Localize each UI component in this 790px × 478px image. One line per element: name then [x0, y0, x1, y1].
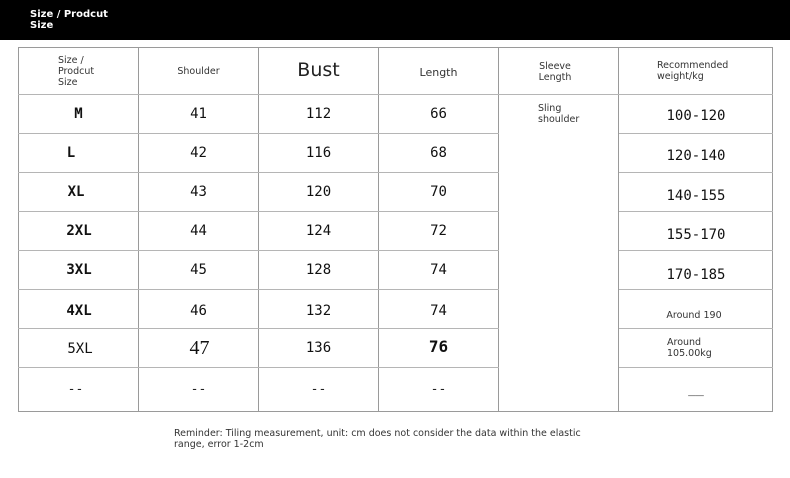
size-cell-l: L: [66, 145, 76, 161]
bust-cell: 128: [305, 262, 332, 278]
header-bar: [0, 0, 790, 40]
length-cell: 70: [430, 184, 447, 200]
empty-cell: --: [430, 382, 447, 397]
length-cell: 74: [430, 303, 447, 319]
length-cell: 66: [430, 106, 447, 122]
header-sleeve: [499, 48, 611, 96]
weight-cell: Around 190: [666, 309, 722, 321]
header-length: Length: [419, 65, 458, 79]
weight-cell: 140-155: [666, 188, 726, 204]
header-bust: Bust: [297, 59, 340, 81]
column-divider: [498, 47, 499, 412]
row-divider: [619, 328, 773, 329]
header-weight-label: Recommended weight/kg: [657, 60, 729, 82]
row-divider: [18, 289, 499, 290]
length-cell: 74: [430, 262, 447, 278]
bust-cell: 124: [305, 223, 332, 239]
shoulder-cell: 42: [190, 145, 207, 161]
empty-cell: --: [310, 382, 327, 397]
shoulder-cell: 43: [190, 184, 207, 200]
bust-cell: 132: [305, 303, 332, 319]
bust-cell: 112: [305, 106, 332, 122]
bust-cell: 136: [305, 340, 332, 356]
empty-cell: --: [67, 382, 84, 397]
header-weight: [657, 48, 769, 94]
shoulder-cell: 47: [189, 336, 210, 359]
header-size-label: Size / Prodcut Size: [58, 54, 95, 88]
weight-cell: Around 105.00kg: [667, 337, 712, 359]
size-cell-2xl: 2XL: [66, 223, 92, 239]
header-title-line2: Size: [30, 20, 54, 31]
header-title: [30, 9, 150, 31]
shoulder-cell: 46: [190, 303, 207, 319]
weight-cell: 155-170: [666, 227, 726, 243]
size-cell-3xl: 3XL: [66, 262, 92, 278]
shoulder-cell: 45: [190, 262, 207, 278]
size-cell-m: M: [74, 106, 83, 122]
size-cell-xl: XL: [67, 184, 85, 200]
length-cell: 72: [430, 223, 447, 239]
weight-cell: 170-185: [666, 267, 726, 283]
bust-cell: 120: [305, 184, 332, 200]
header-size: [58, 48, 136, 94]
empty-cell: __: [688, 382, 704, 397]
header-sleeve-label: Sleeve Length: [538, 61, 572, 83]
shoulder-cell: 41: [190, 106, 207, 122]
weight-cell: 120-140: [666, 148, 726, 164]
sleeve-note: Sling shoulder: [538, 103, 580, 125]
length-cell: 76: [428, 336, 449, 356]
length-cell: 68: [430, 145, 447, 161]
size-cell-4xl: 4XL: [66, 303, 92, 319]
header-shoulder: Shoulder: [177, 65, 220, 77]
reminder-note: Reminder: Tiling measurement, unit: cm does not consider the data within the elastic range, error 1-2cm: [174, 428, 581, 450]
size-cell-5xl: 5XL: [67, 341, 93, 357]
bust-cell: 116: [305, 145, 332, 161]
empty-cell: --: [190, 382, 207, 397]
weight-cell: 100-120: [666, 108, 726, 124]
shoulder-cell: 44: [190, 223, 207, 239]
header-title-line1: Size / Prodcut: [30, 9, 108, 20]
